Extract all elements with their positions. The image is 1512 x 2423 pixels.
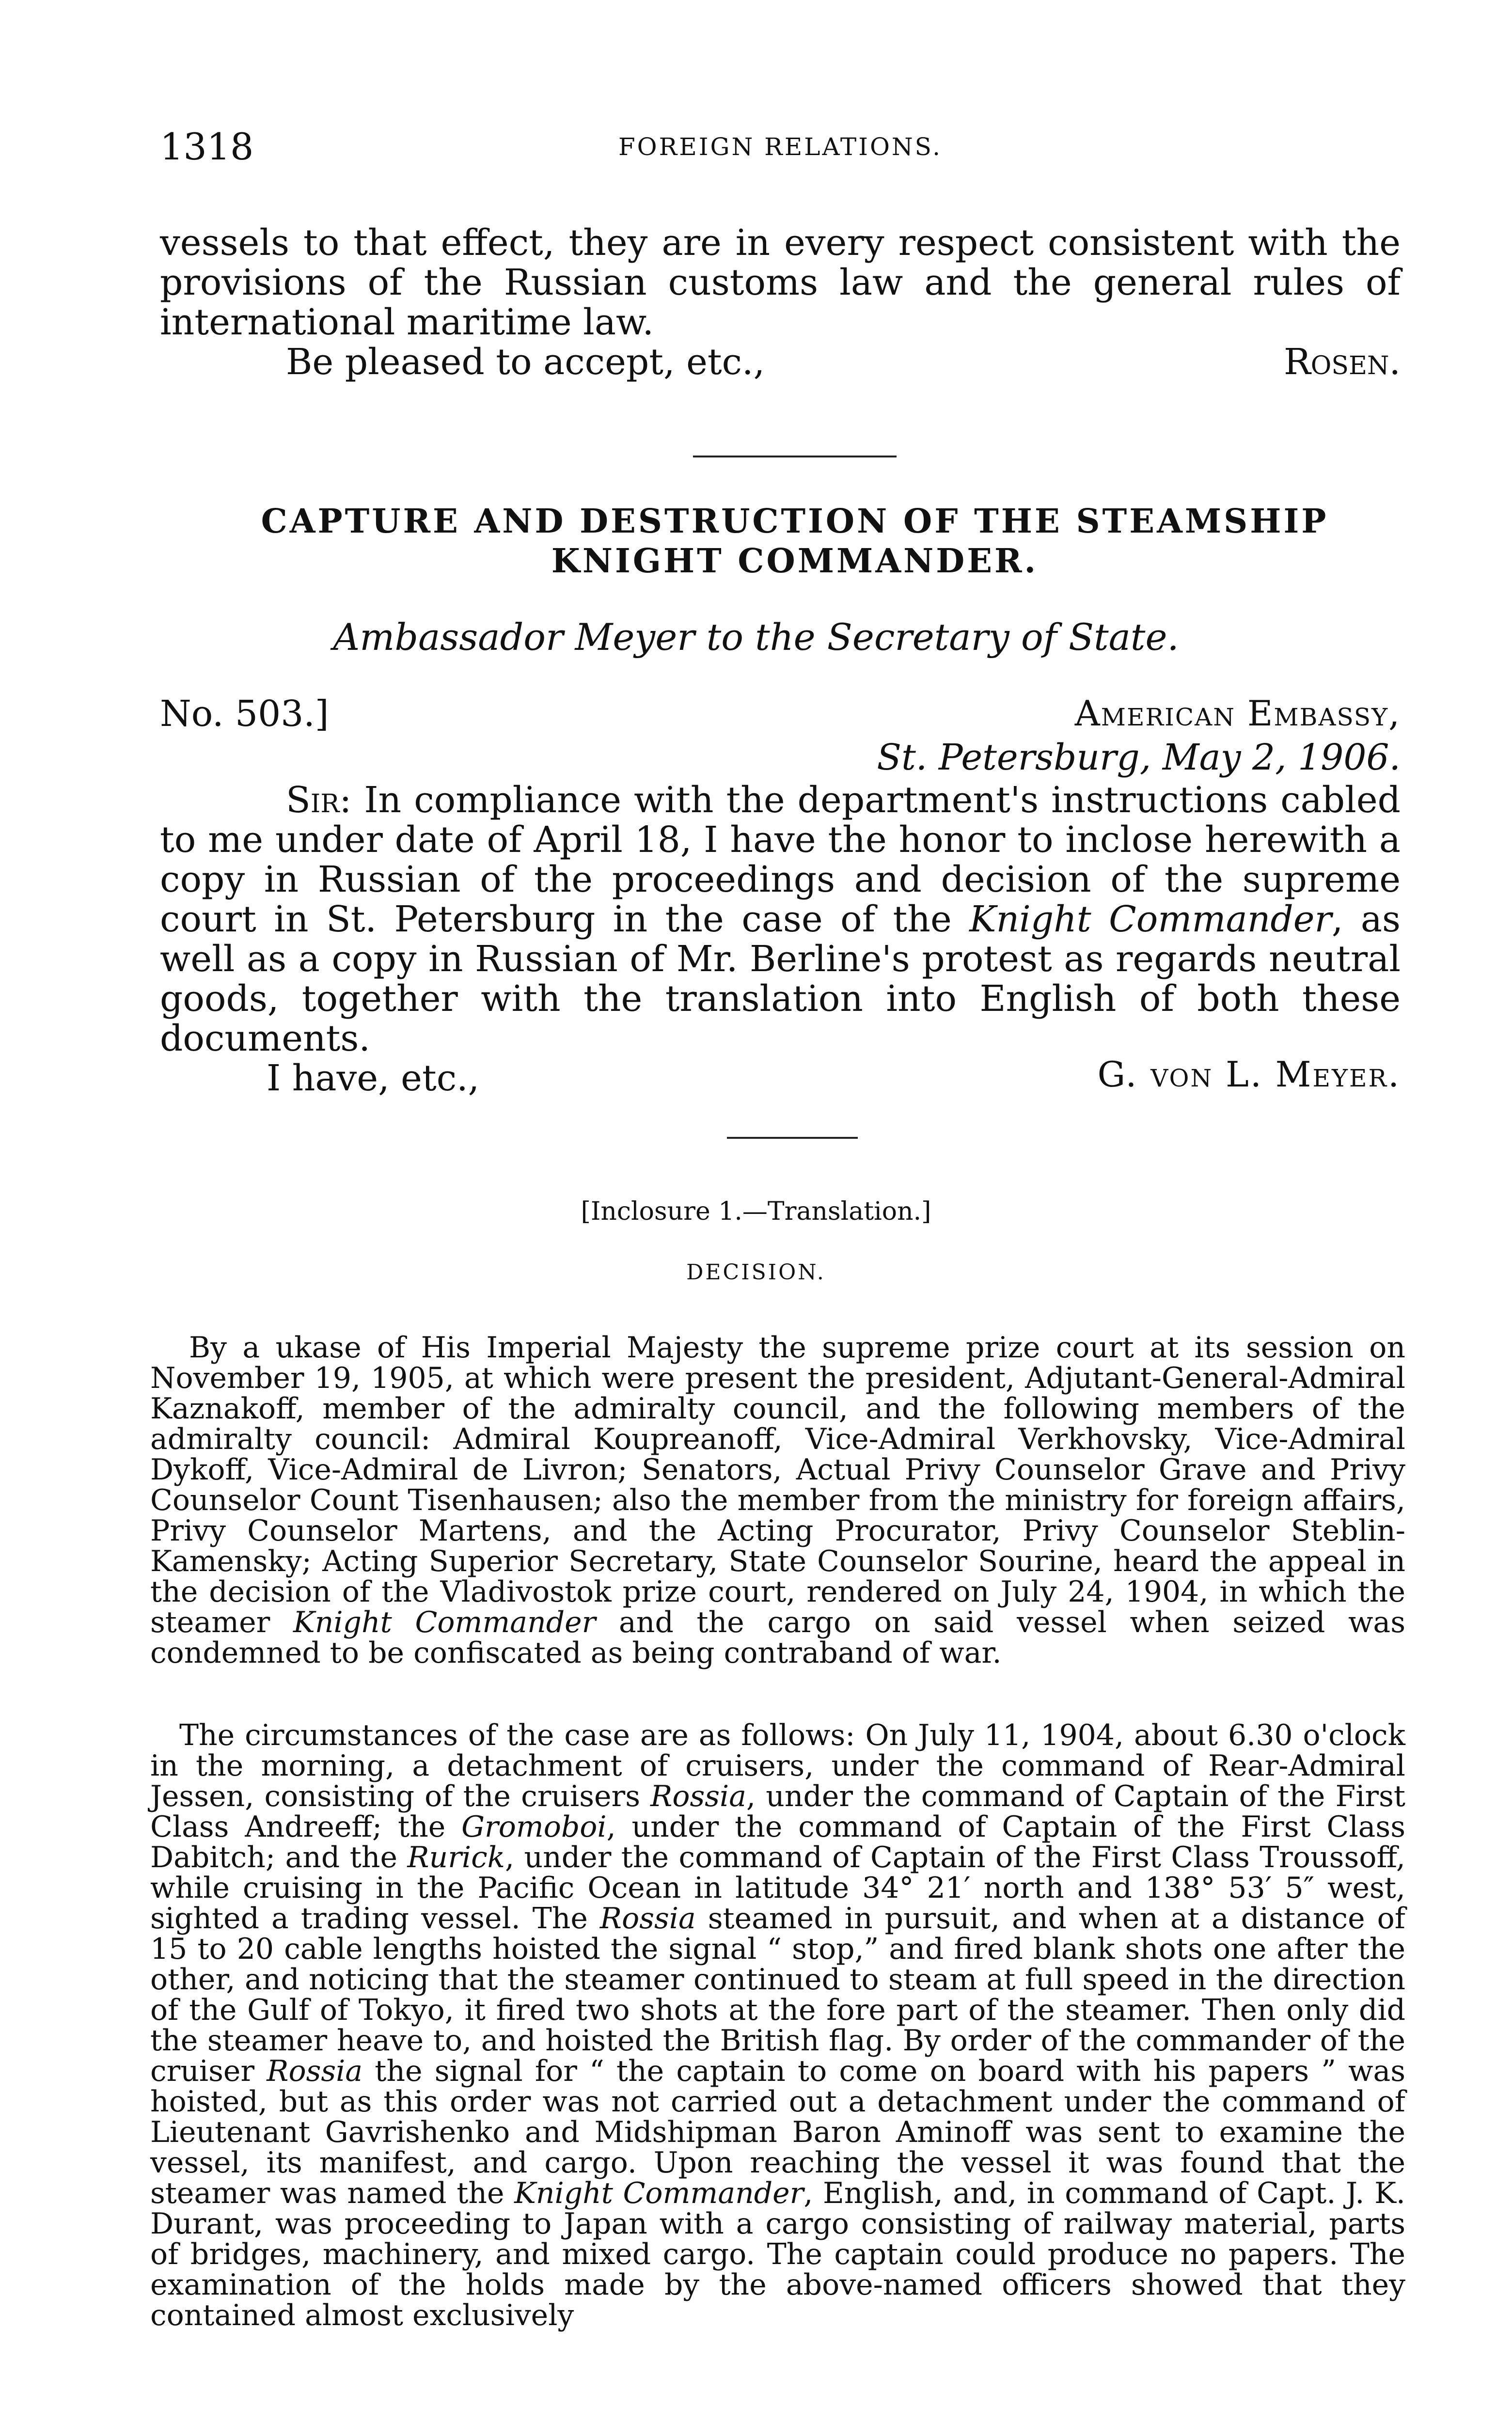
dispatch-number: No. 503.] <box>160 693 329 735</box>
section-divider <box>693 456 897 457</box>
cruiser-name: Rurick <box>407 1841 505 1874</box>
decision-text-2a: The circumstances of the case are as follows: On July 11, 1904, about 6.30 o'clock in the morning, a detachment of cruisers, under the command of Rear-Admiral Jessen, consisting of the cruisers <box>150 1718 1405 1813</box>
decision-text-1b: and the cargo on said vessel when seized was condemned to be confiscated as being contraband of war. <box>150 1605 1405 1670</box>
page-header <box>160 125 1401 173</box>
decision-text-2g: , English, and, in command of Capt. J. K. Durant, was proceeding to Japan with a cargo consisting of railway material, parts of bridges, machinery, and mixed cargo. The captain could produce no papers. The examination of the holds made by the above-named officers showed that they contained almost exclusively <box>150 2176 1405 2332</box>
decision-heading: DECISION. <box>686 1260 826 1285</box>
letter-text-2: , as well as a copy in Russian of Mr. Berline's protest as regards neutral goods, together with the translation into English of both these documents. <box>160 898 1401 1059</box>
page-number: 1318 <box>160 125 254 168</box>
letter-subtitle: Ambassador Meyer to the Secretary of State. <box>333 615 1179 659</box>
decision-paragraph-2 <box>150 1720 1405 2331</box>
letter-divider <box>727 1137 858 1139</box>
decision-text-1a: By a ukase of His Imperial Majesty the supreme prize court at its session on November 19, 1905, at which were present the president, Adjutant-General-Admiral Kaznakoff, member of the admiralty council, and the following members of the admiralty council: Admiral Koupreanoff, Vice-Admiral Verkhovsky, Vice-Admiral Dykoff, Vice-Admiral de Livron; Senators, Actual Privy Counselor Grave and Privy Counselor Count Tisenhausen; also the member from the ministry for foreign affairs, Privy Counselor Martens, and the Acting Procurator, Privy Counselor Steblin-Kamensky; Acting Superior Secretary, State Counselor Sourine, heard the appeal in the decision of the Vladivostok prize court, rendered on July 24, 1904, in which the steamer <box>150 1331 1405 1639</box>
ship-name: Knight Commander <box>293 1605 596 1639</box>
cruiser-name: Rossia <box>650 1779 746 1813</box>
decision-text-2c: , under the command of Captain of the First Class Dabitch; and the <box>150 1810 1405 1874</box>
continued-text-block <box>160 223 1401 382</box>
signature-meyer: G. von L. Meyer. <box>1097 1054 1401 1095</box>
closing-text: Be pleased to accept, etc., <box>286 341 765 383</box>
running-title: FOREIGN RELATIONS. <box>618 133 943 161</box>
signature-rosen: Rosen. <box>1284 341 1401 383</box>
letter-closing: I have, etc., <box>267 1057 480 1099</box>
decision-text-2f: the signal for “ the captain to come on board with his papers ” was hoisted, but as this order was not carried out a detachment under the command of Lieutenant Gavrishenko and Midshipman Baron Aminoff was sent to examine the vessel, its manifest, and cargo. Upon reaching the vessel it was found that the steamer was named the <box>150 2054 1406 2210</box>
cruiser-name: Rossia <box>267 2054 363 2088</box>
letter-body <box>160 780 1401 1098</box>
ship-name: Knight Commander <box>514 2176 804 2210</box>
section-title: CAPTURE AND DESTRUCTION OF THE STEAMSHIP KNIGHT COMMANDER. <box>261 502 1329 581</box>
decision-text-2e: steamed in pursuit, and when at a distance of 15 to 20 cable lengths hoisted the signal “ stop,” and fired blank shots one after the other, and noticing that the steamer continued to steam at full speed in the direction of the Gulf of Tokyo, it fired two shots at the fore part of the steamer. Then only did the steamer heave to, and hoisted the British flag. By order of the commander of the cruiser <box>150 1902 1405 2088</box>
ship-name: Knight Commander <box>969 898 1332 940</box>
salutation: Sir <box>286 779 340 821</box>
embassy-address: American Embassy, <box>1074 693 1401 734</box>
continued-paragraph: vessels to that effect, they are in every respect consistent with the provisions of the Russian customs law and the general rules of international maritime law. <box>160 222 1401 343</box>
decision-paragraph-1 <box>150 1333 1405 1668</box>
decision-text-2b: , under the command of Captain of the First Class Andreeff; the <box>150 1779 1405 1844</box>
cruiser-name: Rossia <box>599 1902 696 1935</box>
cruiser-name: Gromoboi <box>461 1810 607 1844</box>
letter-text-1: : In compliance with the department's instructions cabled to me under date of April 18, I have the honor to inclose herewith a copy in Russian of the proceedings and decision of the supreme court in St. Petersburg in the case of the <box>160 779 1401 940</box>
letter-date: St. Petersburg, May 2, 1906. <box>877 737 1401 778</box>
letter-paragraph <box>160 780 1401 1058</box>
inclosure-label: [Inclosure 1.—Translation.] <box>581 1197 931 1226</box>
closing-row <box>160 342 1401 382</box>
decision-text-2d: , under the command of Captain of the First Class Troussoff, while cruising in the Pacific Ocean in latitude 34° 21′ north and 138° 53′ 5″ west, sighted a trading vessel. The <box>150 1841 1405 1935</box>
